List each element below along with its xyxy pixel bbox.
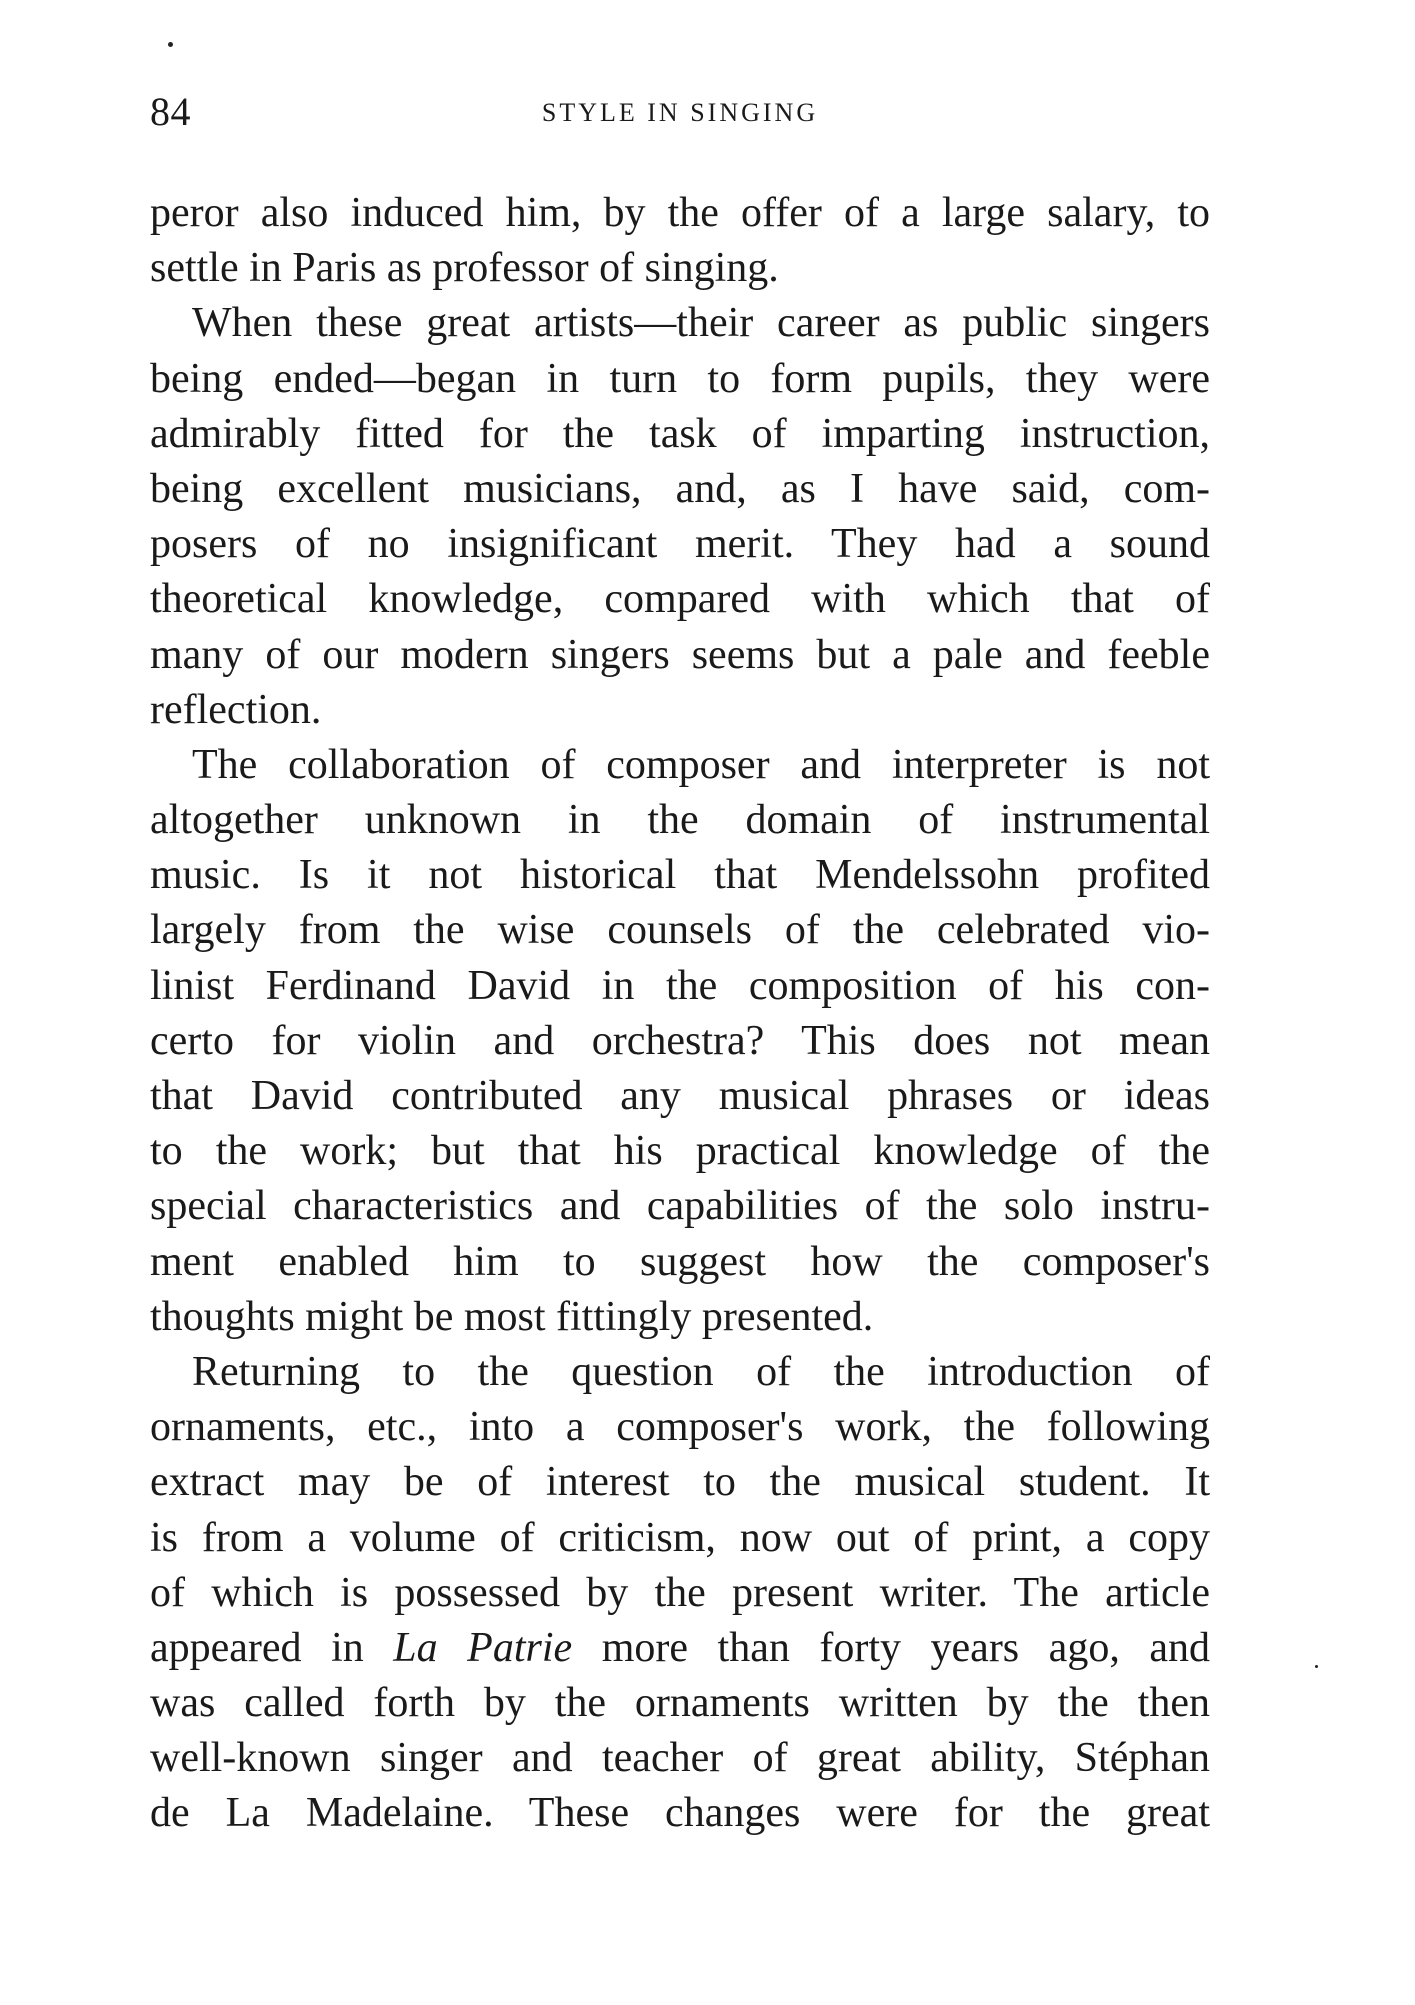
text-line: de La Madelaine. These changes were for the great (150, 1790, 1210, 1837)
text-segment: more than forty years ago, and (601, 1624, 1210, 1671)
text-line: settle in Paris as professor of singing. (150, 245, 779, 292)
text-line: largely from the wise counsels of the celebrated vio- (150, 907, 1210, 954)
ink-speck (1315, 1665, 1318, 1668)
text-line-with-italic (150, 1621, 1210, 1676)
page-header (150, 88, 1210, 148)
text-line: altogether unknown in the domain of instrumental (150, 797, 1210, 844)
text-line: many of our modern singers seems but a pale and feeble (150, 631, 1210, 678)
text-line: extract may be of interest to the musical student. It (150, 1459, 1210, 1506)
text-line: ornaments, etc., into a composer's work, the following (150, 1404, 1210, 1451)
text-line: reflection. (150, 686, 322, 733)
text-line: of which is possessed by the present writer. The article (150, 1569, 1210, 1616)
text-line: that David contributed any musical phrases or ideas (150, 1073, 1210, 1119)
body-text (150, 186, 1210, 1842)
text-line: was called forth by the ornaments written by the then (150, 1680, 1210, 1727)
text-line: well-known singer and teacher of great ability, Stéphan (150, 1735, 1210, 1782)
text-line: When these great artists—their career as public singers (192, 300, 1210, 347)
text-line: theoretical knowledge, compared with which that of (150, 576, 1210, 623)
text-line: music. Is it not historical that Mendelssohn profited (150, 852, 1210, 899)
text-line: peror also induced him, by the offer of a large salary, to (150, 190, 1210, 236)
text-line: posers of no insignificant merit. They had a sound (150, 521, 1210, 568)
italic-title: La Patrie (393, 1624, 573, 1671)
text-line: admirably fitted for the task of imparting instruction, (150, 410, 1210, 457)
text-segment: appeared in (150, 1624, 364, 1671)
page-number: 84 (150, 89, 191, 134)
text-line: Returning to the question of the introduction of (192, 1348, 1210, 1395)
text-line: being excellent musicians, and, as I have said, com- (150, 465, 1210, 512)
ink-speck (168, 42, 173, 47)
text-line: linist Ferdinand David in the composition of his con- (150, 962, 1210, 1009)
text-line: special characteristics and capabilities of the solo instru- (150, 1183, 1210, 1230)
text-line: ment enabled him to suggest how the composer's (150, 1238, 1210, 1285)
text-line: being ended—began in turn to form pupils, they were (150, 355, 1210, 402)
text-line: The collaboration of composer and interpreter is not (192, 741, 1210, 788)
text-line: certo for violin and orchestra? This does not mean (150, 1017, 1210, 1064)
text-line: thoughts might be most fittingly presented. (150, 1293, 874, 1340)
text-line: is from a volume of criticism, now out of print, a copy (150, 1514, 1210, 1561)
running-head: STYLE IN SINGING (541, 98, 819, 127)
text-line: to the work; but that his practical knowledge of the (150, 1128, 1210, 1175)
